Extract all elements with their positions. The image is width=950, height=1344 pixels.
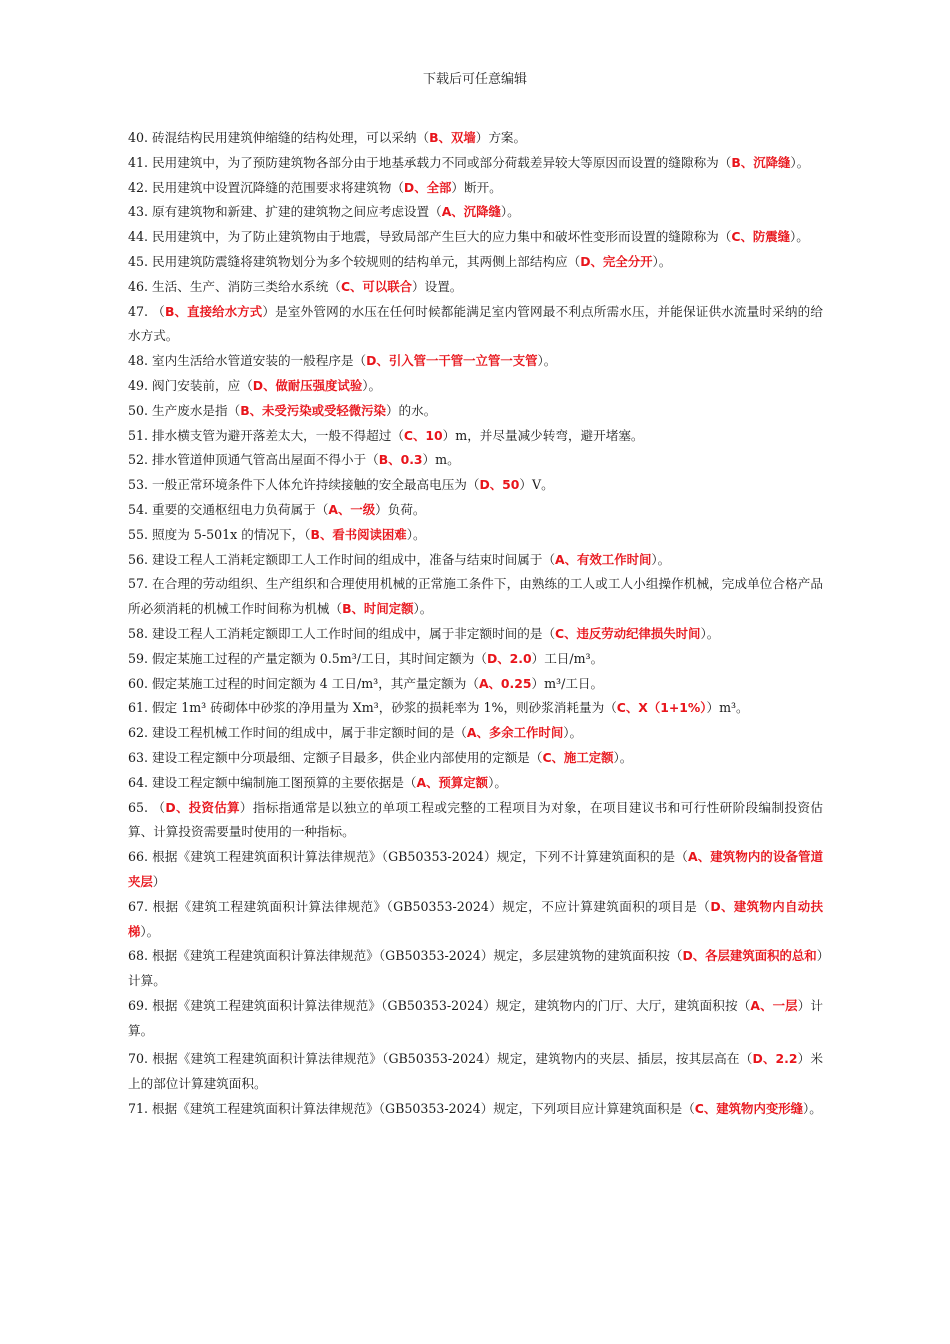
question-text: 43. 原有建筑物和新建、扩建的建筑物之间应考虑设置（ — [128, 204, 442, 220]
question-text: ）。 — [652, 253, 672, 269]
answer-text: B、未受污染或受轻微污染 — [240, 402, 386, 418]
question-text: 40. 砖混结构民用建筑伸缩缝的结构处理，可以采纳（ — [128, 130, 430, 145]
question-text: 61. 假定 1m³ 砖砌体中砂浆的净用量为 Xm³，砂浆的损耗率为 1%，则砂浆消耗量为（ — [128, 700, 617, 716]
question-text: ）指标指通常是以独立的单项工程或完整的工程项目为对象，在项目建议书和可行性研阶段编制投资估算、计算投资需要量时使用的一种指标。 — [128, 799, 823, 840]
question-text: 56. 建设工程人工消耗定额即工人工作时间的组成中，准备与结束时间属于（ — [128, 551, 556, 567]
question-text: 51. 排水横支管为避开落差太大，一般不得超过（ — [128, 427, 404, 443]
question-text: 53. 一般正常环境条件下人体允许持续接触的安全最高电压为（ — [128, 477, 480, 493]
answer-text: A、多余工作时间 — [466, 725, 564, 741]
question-item — [128, 696, 823, 721]
question-text: 48. 室内生活给水管道安装的一般程序是（ — [128, 353, 367, 369]
question-text: ）。 — [140, 923, 160, 939]
question-item — [128, 498, 823, 523]
question-text: ）。 — [613, 749, 633, 765]
question-text: ）设置。 — [412, 278, 463, 294]
question-text: ）工日/m³。 — [531, 650, 604, 666]
answer-text: D、2.0 — [486, 650, 532, 666]
question-text: 46. 生活、生产、消防三类给水系统（ — [128, 278, 341, 294]
question-item — [128, 151, 823, 176]
question-item — [128, 250, 823, 275]
question-text: ）。 — [790, 154, 810, 170]
question-text: ）V。 — [519, 477, 554, 493]
answer-text: C、10 — [403, 427, 443, 443]
question-text: 60. 假定某施工过程的时间定额为 4 工日/m³，其产量定额为（ — [128, 675, 479, 691]
question-text: ）。 — [803, 1101, 822, 1117]
question-text: ）m，并尽量减少转弯，避开堵塞。 — [442, 427, 644, 443]
question-text: 45. 民用建筑防震缝将建筑物划分为多个较规则的结构单元，其两侧上部结构应（ — [128, 253, 581, 269]
question-text: ）的水。 — [385, 402, 437, 418]
question-item — [128, 572, 823, 622]
question-text: 55. 照度为 5-501x 的情况下，（ — [128, 526, 311, 542]
answer-text: D、做耐压强度试验 — [252, 377, 363, 393]
answer-text: D、建筑物内自动扶梯 — [128, 898, 823, 939]
question-text: 50. 生产废水是指（ — [128, 402, 241, 418]
answer-text: C、X（1+1%） — [616, 700, 707, 716]
question-item — [128, 746, 823, 771]
question-text: ）。 — [406, 526, 426, 542]
question-text: ）。 — [500, 204, 520, 220]
question-item — [128, 424, 823, 449]
answer-text: A、一层 — [750, 997, 798, 1013]
question-item — [128, 1047, 823, 1097]
answer-text: C、施工定额 — [542, 749, 614, 765]
question-item — [128, 225, 823, 250]
question-text: ）。 — [563, 725, 583, 741]
question-text: ）m³/工日。 — [531, 675, 604, 691]
question-text: 71. 根据《建筑工程建筑面积计算法律规范》（GB50353-2024）规定，下列项目应计算建筑面积是（ — [128, 1101, 695, 1117]
question-item — [128, 374, 823, 399]
question-text: 41. 民用建筑中，为了预防建筑物各部分由于地基承载力不同或部分荷载差异较大等原因而设置的缝隙称为（ — [128, 154, 732, 170]
question-text: ）负荷。 — [375, 501, 426, 517]
answer-text: C、违反劳动纪律损失时间 — [555, 625, 701, 641]
answer-text: D、完全分开 — [580, 253, 653, 269]
question-text: 44. 民用建筑中，为了防止建筑物由于地震，导致局部产生巨大的应力集中和破坏性变形而设置的缝隙称为（ — [128, 229, 732, 245]
question-text: ）。 — [362, 377, 382, 393]
question-item — [128, 275, 823, 300]
question-item — [128, 1097, 823, 1122]
question-item — [128, 895, 823, 945]
question-item — [128, 845, 823, 895]
answer-text: C、防震缝 — [731, 229, 791, 245]
answer-text: A、沉降缝 — [441, 204, 501, 220]
question-text: ）。 — [700, 625, 720, 641]
question-item — [128, 126, 823, 151]
question-text: 54. 重要的交通枢纽电力负荷属于（ — [128, 501, 329, 517]
answer-text: B、时间定额 — [342, 601, 414, 617]
question-text: ）。 — [651, 551, 671, 567]
question-text: 47. （ — [128, 303, 165, 319]
answer-text: B、看书阅读困难 — [310, 526, 407, 542]
question-text: 69. 根据《建筑工程建筑面积计算法律规范》（GB50353-2024）规定，建筑物内的门厅、大厅，建筑面积按（ — [128, 997, 751, 1013]
answer-text: D、各层建筑面积的总和 — [682, 948, 817, 964]
question-text: ）。 — [790, 229, 809, 245]
question-text: ）。 — [537, 353, 557, 369]
answer-text: A、0.25 — [478, 675, 532, 691]
answer-text: B、沉降缝 — [731, 154, 791, 170]
question-text: 42. 民用建筑中设置沉降缝的范围要求将建筑物（ — [128, 179, 404, 195]
answer-text: A、预算定额 — [416, 774, 489, 790]
question-text: ）是室外管网的水压在任何时候都能满足室内管网最不利点所需水压，并能保证供水流量时采纳的给水方式。 — [128, 303, 823, 344]
answer-text: D、2.2 — [752, 1051, 798, 1067]
question-item — [128, 796, 823, 846]
question-text: 52. 排水管道伸顶通气管高出屋面不得小于（ — [128, 452, 379, 468]
question-item — [128, 721, 823, 746]
question-text: 57. 在合理的劳动组织、生产组织和合理使用机械的正常施工条件下，由熟练的工人或工人小组操作机械，完成单位合格产品所必须消耗的机械工作时间称为机械（ — [128, 576, 823, 617]
answer-text: C、可以联合 — [340, 278, 412, 294]
question-text: 59. 假定某施工过程的产量定额为 0.5m³/工日，其时间定额为（ — [128, 650, 487, 666]
question-text: ）。 — [413, 601, 433, 617]
question-text: ）断开。 — [451, 179, 502, 195]
question-text: 49. 阀门安装前，应（ — [128, 377, 253, 393]
answer-text: D、投资估算 — [165, 799, 240, 815]
question-item — [128, 523, 823, 548]
question-text: 62. 建设工程机械工作时间的组成中，属于非定额时间的是（ — [128, 725, 467, 741]
answer-text: C、建筑物内变形缝 — [694, 1101, 804, 1117]
answer-text: D、引入管一干管一立管一支管 — [366, 353, 538, 369]
question-item — [128, 473, 823, 498]
question-text: 58. 建设工程人工消耗定额即工人工作时间的组成中，属于非定额时间的是（ — [128, 625, 556, 641]
question-text: 68. 根据《建筑工程建筑面积计算法律规范》（GB50353-2024）规定，多层建筑物的建筑面积按（ — [128, 948, 683, 964]
question-item — [128, 200, 823, 225]
answer-text: A、有效工作时间 — [555, 551, 652, 567]
question-text: 70. 根据《建筑工程建筑面积计算法律规范》（GB50353-2024）规定，建筑物内的夹层、插层，按其层高在（ — [128, 1051, 753, 1067]
question-text: ）米上的部位计算建筑面积。 — [128, 1051, 823, 1092]
question-text: 63. 建设工程定额中分项最细、定额子目最多，供企业内部使用的定额是（ — [128, 749, 543, 765]
question-text: ）m³。 — [706, 700, 749, 716]
question-item — [128, 672, 823, 697]
question-text: ）方案。 — [475, 130, 527, 145]
question-text: ）m。 — [422, 452, 460, 468]
question-item — [128, 349, 823, 374]
answer-text: B、0.3 — [378, 452, 423, 468]
question-text: ）。 — [488, 774, 507, 790]
question-text: 67. 根据《建筑工程建筑面积计算法律规范》（GB50353-2024）规定，不应计算建筑面积的项目是（ — [128, 898, 711, 914]
question-item — [128, 176, 823, 201]
question-text: 64. 建设工程定额中编制施工图预算的主要依据是（ — [128, 774, 417, 790]
question-text: ）计算。 — [128, 948, 823, 989]
question-text: 66. 根据《建筑工程建筑面积计算法律规范》（GB50353-2024）规定，下列不计算建筑面积的是（ — [128, 849, 688, 865]
question-item — [128, 944, 823, 994]
question-item — [128, 622, 823, 647]
answer-text: B、双墙 — [429, 130, 476, 145]
question-item — [128, 647, 823, 672]
question-item — [128, 300, 823, 350]
question-item — [128, 994, 823, 1044]
answer-text: A、建筑物内的设备管道夹层 — [128, 849, 824, 889]
question-list — [128, 126, 823, 1122]
answer-text: B、直接给水方式 — [164, 303, 263, 319]
answer-text: A、一级 — [328, 501, 376, 517]
question-text: 65. （ — [128, 799, 166, 815]
question-item — [128, 548, 823, 573]
question-item — [128, 448, 823, 473]
answer-text: D、50 — [479, 477, 520, 493]
answer-text: D、全部 — [403, 179, 452, 195]
question-text: ） — [152, 873, 166, 889]
page-header: 下载后可任意编辑 — [422, 72, 527, 87]
question-item — [128, 399, 823, 424]
question-item — [128, 771, 823, 796]
question-text: ）计算。 — [128, 997, 823, 1038]
